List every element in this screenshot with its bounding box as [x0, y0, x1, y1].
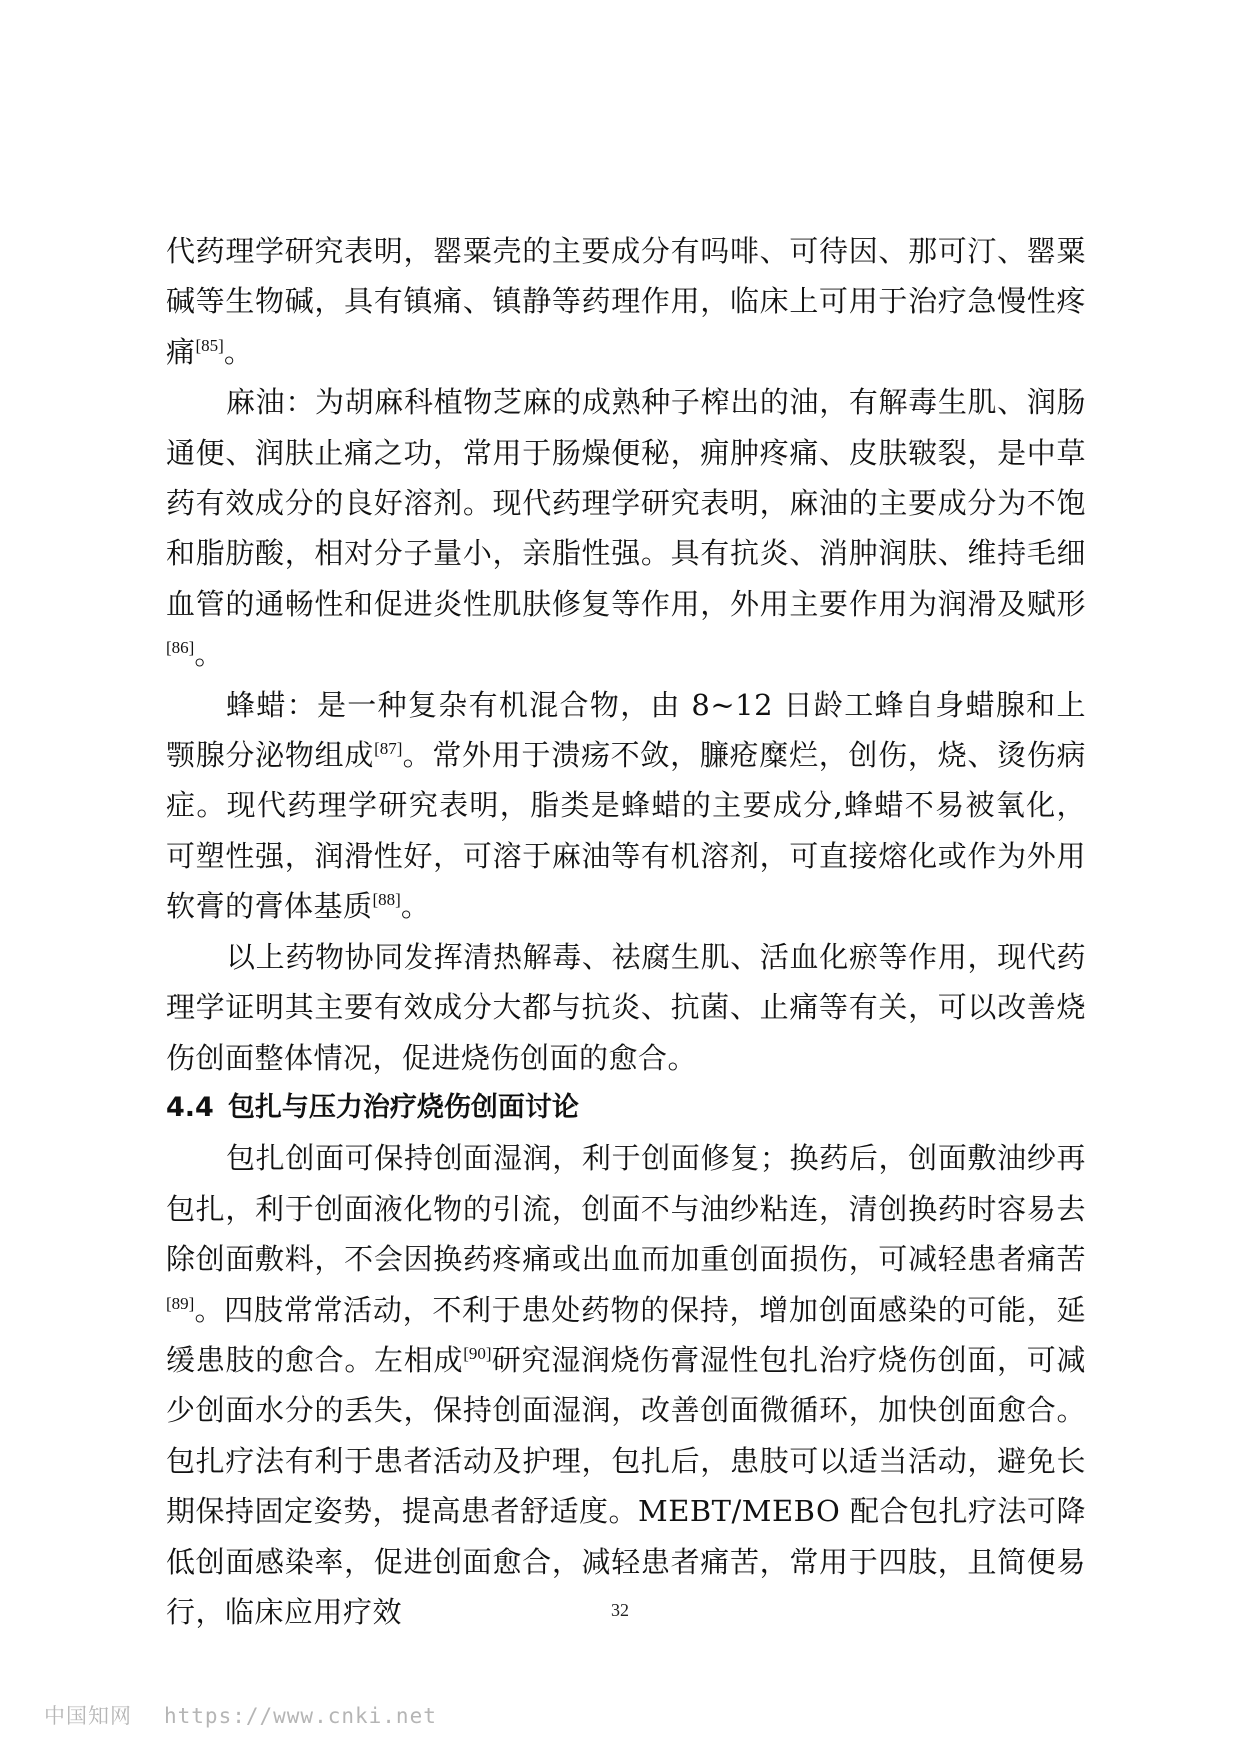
section-title: 包扎与压力治疗烧伤创面讨论 — [227, 1091, 579, 1123]
paragraph-text: 包扎创面可保持创面湿润，利于创面修复；换药后，创面敷油纱再包扎，利于创面液化物的引流，创面不与油纱粘连，清创换药时容易去除创面敷料，不会因换药疼痛或出血而加重创面损伤，可减轻患者痛苦 — [166, 1141, 1086, 1277]
citation-ref[interactable]: [89] — [166, 1293, 195, 1313]
paragraph-text: 麻油：为胡麻科植物芝麻的成熟种子榨出的油，有解毒生肌、润肠通便、润肤止痛之功，常用于肠燥便秘，痈肿疼痛、皮肤皲裂，是中草药有效成分的良好溶剂。现代药理学研究表明，麻油的主要成分为不饱和脂肪酸，相对分子量小，亲脂性强。具有抗炎、消肿润肤、维持毛细血管的通畅性和促进炎性肌肤修复等作用，外用主要作用为润滑及赋形 — [166, 385, 1086, 621]
document-body — [166, 226, 1086, 1637]
paragraph-text: 研究湿润烧伤膏湿性包扎治疗烧伤创面，可减少创面水分的丢失，保持创面湿润，改善创面微循环，加快创面愈合。包扎疗法有利于患者活动及护理，包扎后，患肢可以适当活动，避免长期保持固定姿势，提高患者舒适度。MEBT/MEBO 配合包扎疗法可降低创面感染率，促进创面愈合，减轻患者痛苦，常用于四肢，且简便易行，临床应用疗效 — [166, 1342, 1086, 1629]
citation-ref[interactable]: [86] — [166, 638, 195, 658]
paragraph-beeswax — [166, 680, 1086, 932]
watermark-logo: 中国知网 — [44, 1704, 132, 1728]
paragraph-text: 。四肢常常活动，不利于患处药物的保持，增加创面感染的可能，延缓患肢的愈合。左相成 — [166, 1292, 1086, 1377]
citation-ref[interactable]: [88] — [372, 890, 401, 910]
paragraph-text: 。常外用于溃疡不敛，臁疮糜烂，创伤，烧、烫伤病症。现代药理学研究表明，脂类是蜂蜡的主要成分,蜂蜡不易被氧化，可塑性强，润滑性好，可溶于麻油等有机溶剂，可直接熔化或作为外用软膏的膏体基质 — [166, 738, 1086, 924]
paragraph-text: 代药理学研究表明，罂粟壳的主要成分有吗啡、可待因、那可汀、罂粟碱等生物碱，具有镇痛、镇静等药理作用，临床上可用于治疗急慢性疼痛 — [166, 234, 1086, 369]
sentence-end: 。 — [223, 334, 254, 369]
page-number: 32 — [611, 1600, 629, 1620]
paragraph-poppy-husk — [166, 226, 1086, 377]
section-heading — [166, 1083, 1086, 1133]
watermark-url[interactable]: https://www.cnki.net — [164, 1704, 437, 1728]
paragraph-sesame-oil — [166, 377, 1086, 679]
paragraph-summary — [166, 932, 1086, 1083]
citation-ref[interactable]: [87] — [374, 739, 403, 759]
citation-ref[interactable]: [90] — [463, 1343, 492, 1363]
paragraph-text: 蜂蜡：是一种复杂有机混合物，由 8~12 日龄工蜂自身蜡腺和上颚腺分泌物组成 — [166, 687, 1086, 773]
sentence-end: 。 — [400, 889, 431, 924]
cnki-watermark — [44, 1700, 437, 1730]
paragraph-text: 以上药物协同发挥清热解毒、祛腐生肌、活血化瘀等作用，现代药理学证明其主要有效成分大都与抗炎、抗菌、止痛等有关，可以改善烧伤创面整体情况，促进烧伤创面的愈合。 — [166, 939, 1086, 1075]
section-number: 4.4 — [166, 1091, 214, 1123]
citation-ref[interactable]: [85] — [195, 335, 224, 355]
paragraph-bandaging — [166, 1133, 1086, 1637]
sentence-end: 。 — [194, 637, 224, 672]
